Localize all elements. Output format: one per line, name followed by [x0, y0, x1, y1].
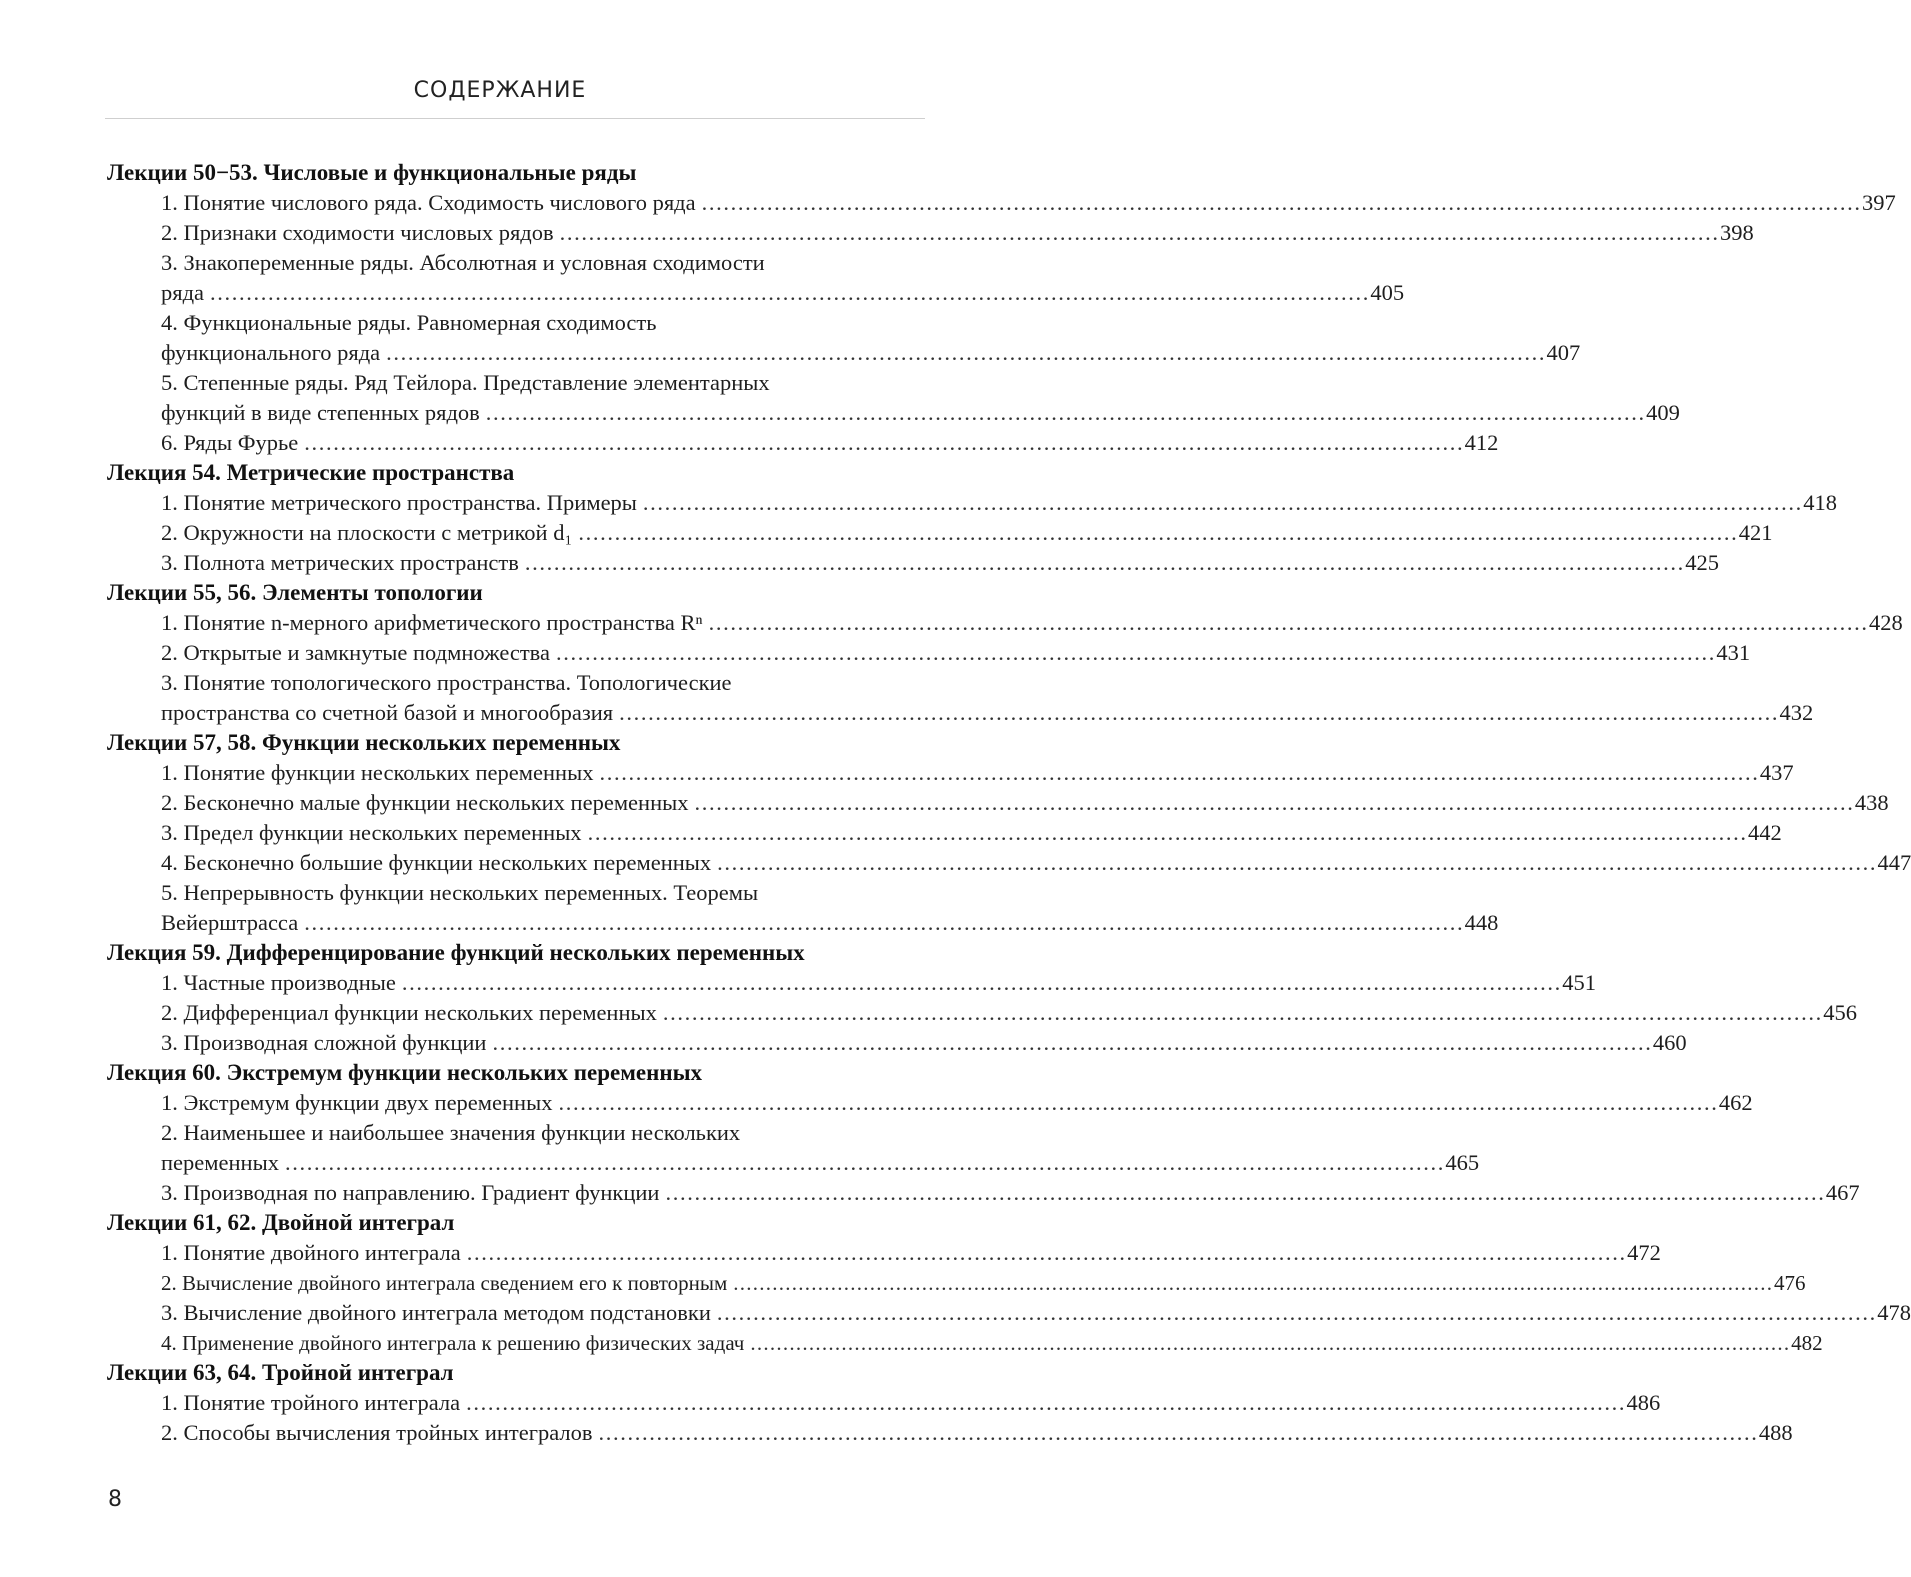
toc-entry — [107, 1178, 1860, 1208]
dot-leader — [210, 278, 1366, 308]
entry-text: 1. Понятие тройного интеграла — [161, 1390, 461, 1415]
dot-leader — [717, 848, 1873, 878]
entry-line — [161, 1418, 1793, 1448]
entry-text: 2. Вычисление двойного интеграла сведением его к повторным — [161, 1271, 728, 1295]
entry-line — [161, 188, 1896, 218]
dot-leader — [558, 1088, 1714, 1118]
entry-text-line: 2. Наименьшее и наибольшее значения функции нескольких — [161, 1120, 741, 1145]
toc-entry — [107, 308, 1581, 368]
toc-entry — [107, 968, 1596, 998]
entry-page-number: 398 — [1720, 220, 1754, 245]
entry-page-number: 451 — [1562, 970, 1596, 995]
dot-leader — [733, 1268, 1770, 1298]
entry-page-number: 442 — [1747, 820, 1782, 845]
dot-leader — [665, 1178, 1821, 1208]
entry-page-number: 407 — [1546, 340, 1581, 365]
entry-text-line: 3. Понятие топологического пространства. Топологические — [161, 670, 732, 695]
entry-page-number: 465 — [1445, 1150, 1480, 1175]
dot-leader — [492, 1028, 1648, 1058]
entry-line — [161, 1298, 1911, 1328]
entry-text: 2. Способы вычисления тройных интегралов — [161, 1420, 593, 1445]
dot-leader — [599, 758, 1755, 788]
entry-line — [161, 998, 1858, 1028]
entry-page-number: 462 — [1718, 1090, 1753, 1115]
dot-leader — [556, 638, 1712, 668]
entry-text: 1. Экстремум функции двух переменных — [161, 1090, 553, 1115]
entry-text: 1. Понятие числового ряда. Сходимость числового ряда — [161, 190, 696, 215]
entry-text: 3. Предел функции нескольких переменных — [161, 820, 582, 845]
entry-text: 3. Полнота метрических пространств — [161, 550, 519, 575]
toc-entry — [107, 638, 1751, 668]
toc-entry — [107, 188, 1896, 218]
entry-page-number: 425 — [1685, 550, 1720, 575]
entry-page-number: 421 — [1738, 520, 1773, 545]
dot-leader — [560, 218, 1716, 248]
dot-leader — [702, 188, 1858, 218]
toc-entry — [107, 218, 1754, 248]
entry-line — [161, 338, 1581, 368]
entry-line — [161, 1088, 1753, 1118]
toc-entry — [107, 1118, 1480, 1178]
entry-line — [161, 1238, 1661, 1268]
entry-text: пространства со счетной базой и многообразия — [161, 700, 614, 725]
entry-text: 3. Производная сложной функции — [161, 1030, 487, 1055]
entry-page-number: 460 — [1652, 1030, 1687, 1055]
section-title: Лекции 63, 64. Тройной интеграл — [107, 1360, 454, 1385]
toc-entry — [107, 848, 1911, 878]
section-title: Лекция 54. Метрические пространства — [107, 460, 515, 485]
entry-line — [161, 548, 1720, 578]
dot-leader — [695, 788, 1851, 818]
entry-text: переменных — [161, 1150, 279, 1175]
toc-entry — [107, 878, 1499, 938]
toc-entry — [107, 818, 1782, 848]
entry-line — [161, 398, 1680, 428]
toc-entry — [107, 1088, 1753, 1118]
entry-page-number: 486 — [1626, 1390, 1661, 1415]
entry-page-number: 456 — [1823, 1000, 1858, 1025]
dot-leader — [466, 1388, 1622, 1418]
header-rule — [105, 118, 925, 119]
dot-leader — [619, 698, 1775, 728]
section-title: Лекции 57, 58. Функции нескольких переменных — [107, 730, 621, 755]
dot-leader — [386, 338, 1542, 368]
entry-text-line: 3. Знакопеременные ряды. Абсолютная и условная сходимости — [161, 250, 765, 275]
dot-leader — [599, 1418, 1755, 1448]
entry-text: 1. Частные производные — [161, 970, 396, 995]
toc-section — [107, 578, 1903, 728]
dot-leader — [663, 998, 1819, 1028]
entry-page-number: 397 — [1861, 190, 1896, 215]
section-title: Лекции 61, 62. Двойной интеграл — [107, 1210, 455, 1235]
toc-section — [107, 728, 1911, 938]
toc-entry — [107, 368, 1680, 428]
entry-line — [161, 638, 1751, 668]
entry-text-line: 4. Функциональные ряды. Равномерная сходимость — [161, 310, 657, 335]
entry-page-number: 405 — [1370, 280, 1405, 305]
toc-entry — [107, 1418, 1793, 1448]
entry-page-number: 476 — [1774, 1271, 1806, 1295]
entry-page-number: 431 — [1716, 640, 1751, 665]
toc-entry — [107, 1268, 1806, 1298]
dot-leader — [709, 608, 1865, 638]
entry-line — [161, 908, 1499, 938]
entry-page-number: 409 — [1646, 400, 1680, 425]
entry-text: 4. Применение двойного интеграла к решению физических задач — [161, 1331, 745, 1355]
toc-entry — [107, 1238, 1661, 1268]
dot-leader — [578, 518, 1734, 548]
entry-text: 4. Бесконечно большие функции нескольких переменных — [161, 850, 712, 875]
entry-page-number: 482 — [1791, 1331, 1823, 1355]
entry-line — [161, 758, 1794, 788]
toc-entry — [107, 548, 1720, 578]
toc-entry — [107, 428, 1499, 458]
entry-text-line: 5. Непрерывность функции нескольких переменных. Теоремы — [161, 880, 759, 905]
entry-text: 2. Бесконечно малые функции нескольких переменных — [161, 790, 689, 815]
entry-page-number: 472 — [1627, 1240, 1661, 1265]
entry-line — [161, 518, 1773, 548]
entry-line — [161, 1178, 1860, 1208]
toc-entry — [107, 1028, 1687, 1058]
entry-line — [161, 278, 1405, 308]
toc-entry — [107, 788, 1889, 818]
toc-entry — [107, 998, 1858, 1028]
entry-text: Вейерштрасса — [161, 910, 299, 935]
entry-text: 2. Открытые и замкнутые подмножества — [161, 640, 550, 665]
entry-line — [161, 818, 1782, 848]
dot-leader — [588, 818, 1744, 848]
toc-section — [107, 1058, 1860, 1208]
toc-section — [107, 158, 1896, 458]
dot-leader — [643, 488, 1799, 518]
entry-text: функционального ряда — [161, 340, 381, 365]
entry-text: 1. Понятие двойного интеграла — [161, 1240, 461, 1265]
entry-line — [161, 1268, 1806, 1298]
entry-page-number: 478 — [1877, 1300, 1911, 1325]
dot-leader — [717, 1298, 1873, 1328]
dot-leader — [750, 1328, 1787, 1358]
entry-text-line: 5. Степенные ряды. Ряд Тейлора. Представление элементарных — [161, 370, 770, 395]
toc-entry — [107, 518, 1773, 548]
section-title: Лекции 50−53. Числовые и функциональные ряды — [107, 160, 637, 185]
entry-text: 2. Признаки сходимости числовых рядов — [161, 220, 554, 245]
entry-text: функций в виде степенных рядов — [161, 400, 480, 425]
entry-text: 3. Вычисление двойного интеграла методом подстановки — [161, 1300, 711, 1325]
entry-line — [161, 1328, 1823, 1358]
entry-text: 1. Понятие функции нескольких переменных — [161, 760, 594, 785]
entry-line — [161, 1148, 1480, 1178]
entry-page-number: 432 — [1779, 700, 1814, 725]
dot-leader — [402, 968, 1558, 998]
entry-line — [161, 428, 1499, 458]
page-number: 8 — [108, 1487, 122, 1512]
entry-text: ряда — [161, 280, 205, 305]
entry-line — [161, 1028, 1687, 1058]
entry-page-number: 418 — [1803, 490, 1838, 515]
entry-page-number: 447 — [1877, 850, 1911, 875]
toc-section — [107, 1208, 1911, 1358]
entry-line — [161, 848, 1911, 878]
dot-leader — [304, 428, 1460, 458]
entry-page-number: 438 — [1854, 790, 1889, 815]
entry-page-number: 428 — [1869, 610, 1903, 635]
dot-leader — [525, 548, 1681, 578]
entry-line — [161, 1388, 1661, 1418]
entry-text: 1. Понятие метрического пространства. Примеры — [161, 490, 637, 515]
entry-page-number: 488 — [1758, 1420, 1793, 1445]
toc-entry — [107, 758, 1794, 788]
dot-leader — [304, 908, 1460, 938]
dot-leader — [467, 1238, 1623, 1268]
running-head: СОДЕРЖАНИЕ — [413, 78, 587, 103]
entry-text: 2. Дифференциал функции нескольких переменных — [161, 1000, 657, 1025]
entry-text: 3. Производная по направлению. Градиент функции — [161, 1180, 660, 1205]
entry-text: 6. Ряды Фурье — [161, 430, 299, 455]
entry-text: 2. Окружности на плоскости с метрикой d₁ — [161, 520, 573, 545]
section-title: Лекция 60. Экстремум функции нескольких переменных — [107, 1060, 703, 1085]
entry-line — [161, 488, 1838, 518]
toc-entry — [107, 1388, 1661, 1418]
dot-leader — [486, 398, 1642, 428]
entry-text: 1. Понятие n-мерного арифметического пространства Rⁿ — [161, 610, 703, 635]
toc-section — [107, 938, 1858, 1058]
entry-line — [161, 218, 1754, 248]
entry-page-number: 412 — [1464, 430, 1499, 455]
toc-entry — [107, 1328, 1823, 1358]
entry-line — [161, 608, 1903, 638]
toc-section — [107, 1358, 1793, 1448]
entry-page-number: 467 — [1825, 1180, 1860, 1205]
toc-entry — [107, 488, 1838, 518]
entry-page-number: 437 — [1759, 760, 1794, 785]
toc-section — [107, 458, 1838, 578]
entry-line — [161, 788, 1889, 818]
table-of-contents — [107, 158, 1911, 1448]
toc-entry — [107, 1298, 1911, 1328]
section-title: Лекция 59. Дифференцирование функций нескольких переменных — [107, 940, 805, 965]
entry-line — [161, 698, 1814, 728]
toc-entry — [107, 248, 1405, 308]
entry-page-number: 448 — [1464, 910, 1499, 935]
toc-entry — [107, 668, 1814, 728]
dot-leader — [285, 1148, 1441, 1178]
entry-line — [161, 968, 1596, 998]
toc-entry — [107, 608, 1903, 638]
section-title: Лекции 55, 56. Элементы топологии — [107, 580, 483, 605]
